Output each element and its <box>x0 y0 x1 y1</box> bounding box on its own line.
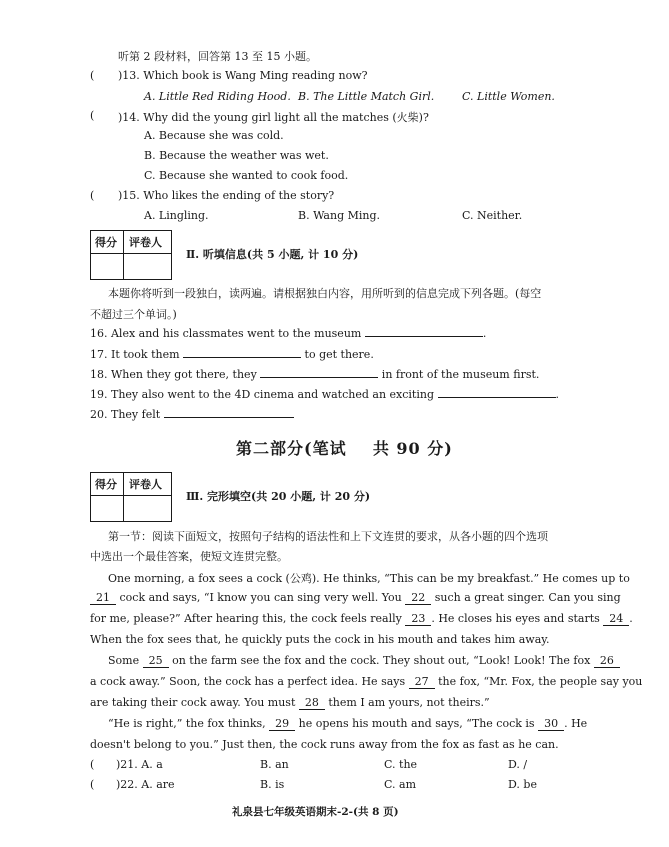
fill-item-19: 19. They also went to the 4D cinema and watched an exciting . <box>90 388 559 401</box>
part2-title: 第二部分(笔试 共 90 分) <box>236 439 453 458</box>
blank-29[interactable]: 29 <box>269 717 295 731</box>
fill-item-16: 16. Alex and his classmates went to the museum . <box>90 327 487 340</box>
blank-19[interactable] <box>438 397 556 398</box>
section1-intro: 听第 2 段材料，回答第 13 至 15 小题。 <box>118 50 317 63</box>
score-label: 得分 <box>95 236 117 249</box>
q15-option-c: C. Neither. <box>462 209 523 222</box>
section3-instruction-line1: 第一节：阅读下面短文，按照句子结构的语法性和上下文连贯的要求，从各小题的四个选项 <box>108 530 548 543</box>
fill-item-18: 18. When they got there, they in front of the museum first. <box>90 368 540 381</box>
q14-option-b: B. Because the weather was wet. <box>144 149 329 162</box>
section2-instruction-line2: 不超过三个单词。) <box>90 308 177 321</box>
blank-23[interactable]: 23 <box>405 612 431 626</box>
section3-instruction-line2: 中选出一个最佳答案，使短文连贯完整。 <box>90 550 288 563</box>
score-label: 得分 <box>95 478 117 491</box>
q14-option-a: A. Because she was cold. <box>144 129 284 142</box>
choice-22-c: C. am <box>384 778 417 791</box>
blank-17[interactable] <box>183 357 301 358</box>
grader-label: 评卷人 <box>129 236 162 249</box>
q14-option-c: C. Because she wanted to cook food. <box>144 169 349 182</box>
score-box-section3 <box>90 472 172 522</box>
passage-line-2: 21 cock and says, “I know you can sing very well. You 22 such a great singer. Can you sing <box>90 591 621 605</box>
blank-24[interactable]: 24 <box>603 612 629 626</box>
passage-line-3: for me, please?” After hearing this, the cock feels really 23 . He closes his eyes and starts 24 . <box>90 612 633 625</box>
q15-option-a: A. Lingling. <box>144 209 209 222</box>
fill-item-17: 17. It took them to get there. <box>90 348 374 361</box>
section3-heading: Ⅲ. 完形填空(共 20 小题, 计 20 分) <box>186 490 371 503</box>
choice-21-c: C. the <box>384 758 418 771</box>
page-footer: 礼泉县七年级英语期末-2-(共 8 页) <box>232 806 399 818</box>
passage-line-1: One morning, a fox sees a cock (公鸡). He thinks, “This can be my breakfast.” He comes up to <box>108 572 630 585</box>
choice-21-a: )21. A. a <box>116 758 163 771</box>
choice-22-a: )22. A. are <box>116 778 175 791</box>
blank-28[interactable]: 28 <box>299 696 325 710</box>
choice-21-d: D. / <box>508 758 528 771</box>
q13-option-c: C. Little Women. <box>462 90 555 103</box>
answer-paren-21[interactable]: ( <box>90 758 95 771</box>
answer-paren-15[interactable]: ( <box>90 189 95 202</box>
passage-line-7: are taking their cock away. You must 28 them I am yours, not theirs.” <box>90 696 490 709</box>
choice-row-21 <box>90 758 550 774</box>
blank-26[interactable]: 26 <box>594 654 620 668</box>
answer-paren-13[interactable]: ( <box>90 69 95 82</box>
choice-row-22 <box>90 778 550 794</box>
score-box-section2 <box>90 230 172 280</box>
q15-option-b: B. Wang Ming. <box>298 209 381 222</box>
passage-line-9: doesn't belong to you.” Just then, the cock runs away from the fox as fast as he can. <box>90 738 559 751</box>
passage-line-8: “He is right,” the fox thinks, 29 he opens his mouth and says, “The cock is 30 . He <box>108 717 588 730</box>
blank-21[interactable]: 21 <box>90 591 116 605</box>
passage-line-5: Some 25 on the farm see the fox and the cock. They shout out, “Look! Look! The fox 26 <box>108 654 620 668</box>
fill-item-20: 20. They felt <box>90 408 294 421</box>
q13-option-a: A. Little Red Riding Hood. <box>144 90 291 103</box>
blank-20[interactable] <box>164 417 294 418</box>
question-15-stem: )15. Who likes the ending of the story? <box>118 189 335 202</box>
answer-paren-22[interactable]: ( <box>90 778 95 791</box>
section2-heading: Ⅱ. 听填信息(共 5 小题, 计 10 分) <box>186 248 359 261</box>
blank-22[interactable]: 22 <box>405 591 431 605</box>
section2-instruction-line1: 本题你将听到一段独白，读两遍。请根据独白内容，用所听到的信息完成下列各题。(每空 <box>108 287 542 300</box>
passage-line-4: When the fox sees that, he quickly puts the cock in his mouth and takes him away. <box>90 633 550 646</box>
blank-27[interactable]: 27 <box>409 675 435 689</box>
choice-22-b: B. is <box>260 778 285 791</box>
blank-18[interactable] <box>260 377 378 378</box>
answer-paren-14[interactable]: ( <box>90 109 95 122</box>
question-13-stem: )13. Which book is Wang Ming reading now? <box>118 69 368 82</box>
choice-22-d: D. be <box>508 778 537 791</box>
blank-16[interactable] <box>365 336 483 337</box>
question-14-stem: )14. Why did the young girl light all the matches (火柴)? <box>118 111 429 124</box>
q13-option-b: B. The Little Match Girl. <box>298 90 435 103</box>
blank-25[interactable]: 25 <box>143 654 169 668</box>
grader-label: 评卷人 <box>129 478 162 491</box>
passage-line-6: a cock away.” Soon, the cock has a perfect idea. He says 27 the fox, “Mr. Fox, the people say you <box>90 675 643 688</box>
choice-21-b: B. an <box>260 758 289 771</box>
blank-30[interactable]: 30 <box>538 717 564 731</box>
